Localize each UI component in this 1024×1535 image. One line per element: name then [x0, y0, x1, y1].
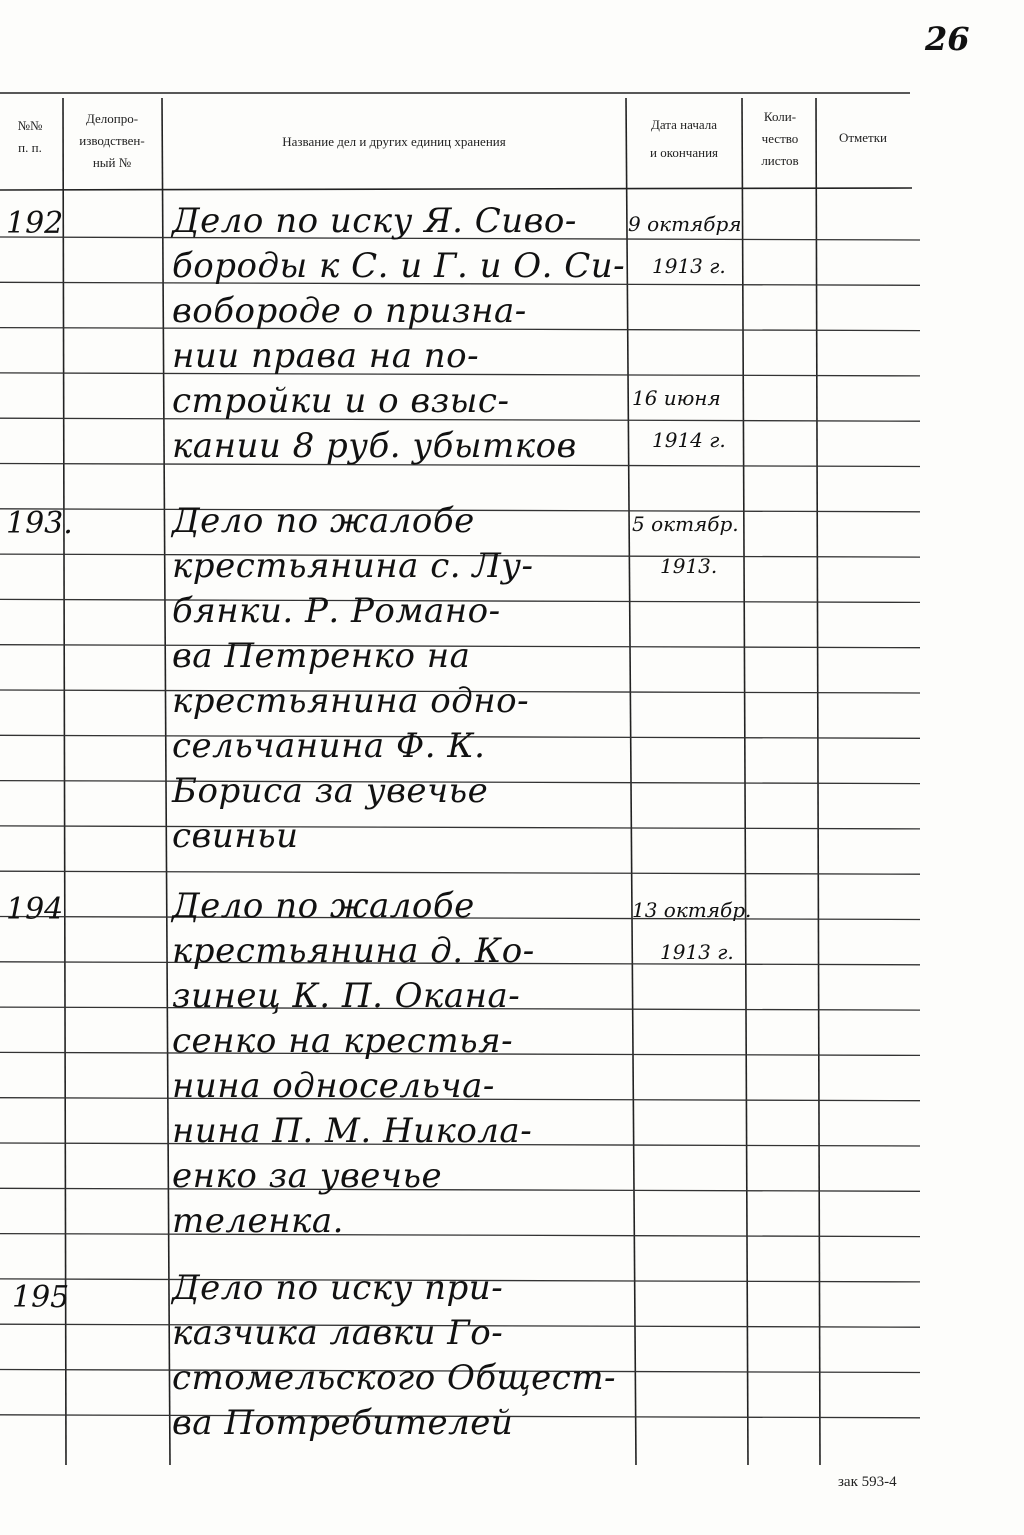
entry-text-line: ва Петренко на [172, 636, 471, 676]
entry-number: 195 [12, 1280, 70, 1315]
ruled-line [0, 871, 920, 874]
entry-number: 193. [6, 506, 73, 541]
header-col-office-line2: изводствен- [79, 133, 145, 148]
entry-text-line: зинец К. П. Окана- [172, 976, 521, 1016]
header-col-sheets [744, 106, 816, 172]
entry-text-line: кании 8 руб. убытков [172, 426, 577, 466]
header-col-num [0, 115, 60, 159]
header-col-title: Название дел и других единиц хранения [282, 134, 506, 149]
entry-text-line: ва Потребителей [172, 1403, 514, 1443]
date-start-day: 5 октябр. [632, 512, 739, 536]
entry-text-line: Дело по иску Я. Сиво- [172, 201, 577, 241]
date-start-year: 1913 г. [660, 940, 734, 964]
entry-text-line: сельчанина Ф. К. [172, 726, 486, 766]
entry-text-line: нии права на по- [172, 336, 480, 376]
ruled-line [0, 1234, 920, 1237]
date-end-year: 1914 г. [652, 428, 726, 452]
entry-text-line: стомельского Общест- [172, 1358, 617, 1398]
entry-text-line: Дело по жалобе [172, 501, 475, 541]
entry-text-line: Дело по жалобе [172, 886, 475, 926]
entry-text-line: стройки и о взыс- [172, 381, 510, 421]
entry-number: 192 [6, 206, 64, 241]
header-col-office-line3: ный № [92, 155, 132, 170]
date-start-year: 1913 г. [652, 254, 726, 278]
header-col-dates [628, 114, 740, 164]
header-col-sheets-line3: листов [761, 153, 799, 168]
ruled-line [0, 1188, 920, 1191]
header-col-dates-line1: Дата начала [650, 117, 718, 132]
header-col-office-line1: Делопро- [85, 111, 139, 126]
header-col-office [64, 108, 160, 174]
header-col-sheets-line1: Коли- [763, 109, 797, 124]
entry-text-line: нина П. М. Никола- [172, 1111, 533, 1151]
entry-text-line: нина односельча- [172, 1066, 495, 1106]
header-col-num-line2: п. п. [18, 140, 42, 155]
entry-text-line: сенко на крестья- [172, 1021, 514, 1061]
entry-text-line: казчика лавки Го- [172, 1313, 504, 1353]
ruled-line [0, 826, 920, 829]
entry-text-line: свиньи [172, 816, 299, 856]
entry-text-line: крестьянина одно- [172, 681, 530, 721]
entry-text-line: бороды к С. и Г. и О. Си- [172, 246, 626, 286]
entry-text-line: крестьянина с. Лу- [172, 546, 534, 586]
page-number: 26 [925, 20, 970, 58]
entry-text-line: Бориса за увечье [172, 771, 489, 811]
date-end-day: 16 июня [632, 386, 721, 410]
date-start-year: 1913. [660, 554, 718, 578]
entry-text-line: крестьянина д. Ко- [172, 931, 535, 971]
entry-text-line: вобороде о призна- [172, 291, 527, 331]
entry-text-line: бянки. Р. Романо- [172, 591, 501, 631]
header-col-sheets-line2: чество [761, 131, 799, 146]
entry-number: 194 [6, 892, 64, 927]
entry-text-line: теленка. [172, 1201, 344, 1241]
date-start-day: 13 октябр. [632, 898, 752, 922]
header-col-num-line1: №№ [17, 118, 43, 133]
entry-text-line: енко за увечье [172, 1156, 443, 1196]
header-col-notes: Отметки [838, 130, 888, 145]
header-col-dates-line2: и окончания [649, 145, 719, 160]
entry-text-line: Дело по иску при- [172, 1268, 504, 1308]
print-order-mark: зак 593-4 [838, 1474, 897, 1490]
date-start-day: 9 октября [628, 212, 742, 236]
